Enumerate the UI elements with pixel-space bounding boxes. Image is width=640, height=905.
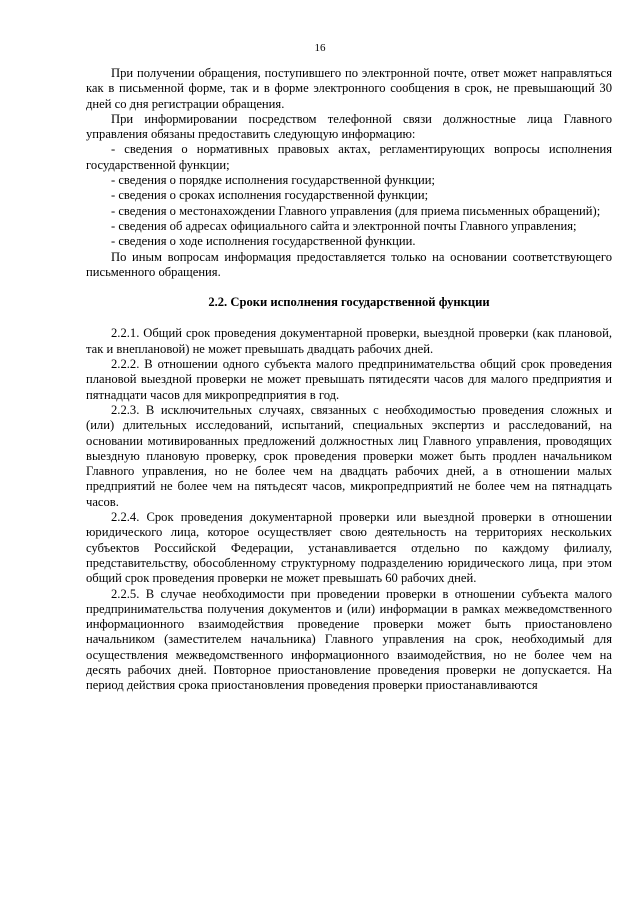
list-item: - сведения об адресах официального сайта и электронной почты Главного управления;	[111, 218, 577, 233]
paragraph: При получении обращения, поступившего по электронной почте, ответ может направляться как в письменной форме, так и в форме электронного сообщения в срок, не превышающий 30 дней со дня регистрации обращения.	[86, 66, 612, 111]
paragraph: При информировании посредством телефонной связи должностные лица Главного управления обязаны предоставить следующую информацию:	[86, 111, 612, 142]
document-body	[86, 66, 612, 694]
list-item: - сведения о нормативных правовых актах, регламентирующих вопросы исполнения государственной функции;	[86, 142, 612, 172]
clause-2-2-3: 2.2.3. В исключительных случаях, связанных с необходимостью проведения сложных и (или) длительных исследований, испытаний, специальных экспертиз и расследований, на основании мотивированных предложений должностных лиц Главного управления, проводящих выездную плановую проверку, срок проведения проверки может быть продлен начальником Главного управления, но не более чем на двадцать рабочих дней, а в отношении малых предприятий не более чем на пятьдесят часов, микропредприятий не более чем на пятнадцать часов.	[86, 402, 612, 509]
list-item: - сведения о ходе исполнения государственной функции.	[111, 234, 416, 249]
list-item: - сведения о порядке исполнения государственной функции;	[111, 173, 436, 188]
page-number: 16	[314, 42, 326, 54]
clause-2-2-2: 2.2.2. В отношении одного субъекта малого предпринимательства общий срок проведения плановой выездной проверки не может превышать пятидесяти часов для малого предприятия и пятнадцати часов для микропредприятия в год.	[86, 357, 612, 402]
section-heading: 2.2. Сроки исполнения государственной функции	[208, 295, 490, 310]
paragraph: По иным вопросам информация предоставляется только на основании соответствующего письменного обращения.	[86, 249, 612, 279]
clause-2-2-4: 2.2.4. Срок проведения документарной проверки или выездной проверки в отношении юридического лица, которое осуществляет свою деятельность на территориях нескольких субъектов Российской Федерации, устанавливается отдельно по каждому филиалу, представительству, обособленному структурному подразделению юридического лица, при этом общий срок проведения проверки не может превышать 60 рабочих дней.	[86, 510, 612, 586]
list-item: - сведения о местонахождении Главного управления (для приема письменных обращений);	[111, 203, 601, 218]
clause-2-2-5: 2.2.5. В случае необходимости при проведении проверки в отношении субъекта малого предпринимательства получения документов и (или) информации в рамках межведомственного информационного взаимодействия проведение проверки может быть приостановлено начальником (заместителем начальника) Главного управления на срок, необходимый для осуществления межведомственного информационного взаимодействия, но не более чем на десять рабочих дней. Повторное приостановление проведения проверки не допускается. На период действия срока приостановления проведения проверки приостанавливаются	[86, 586, 612, 693]
clause-2-2-1: 2.2.1. Общий срок проведения документарной проверки, выездной проверки (как плановой, так и внеплановой) не может превышать двадцать рабочих дней.	[86, 326, 612, 356]
list-item: - сведения о сроках исполнения государственной функции;	[111, 188, 429, 203]
